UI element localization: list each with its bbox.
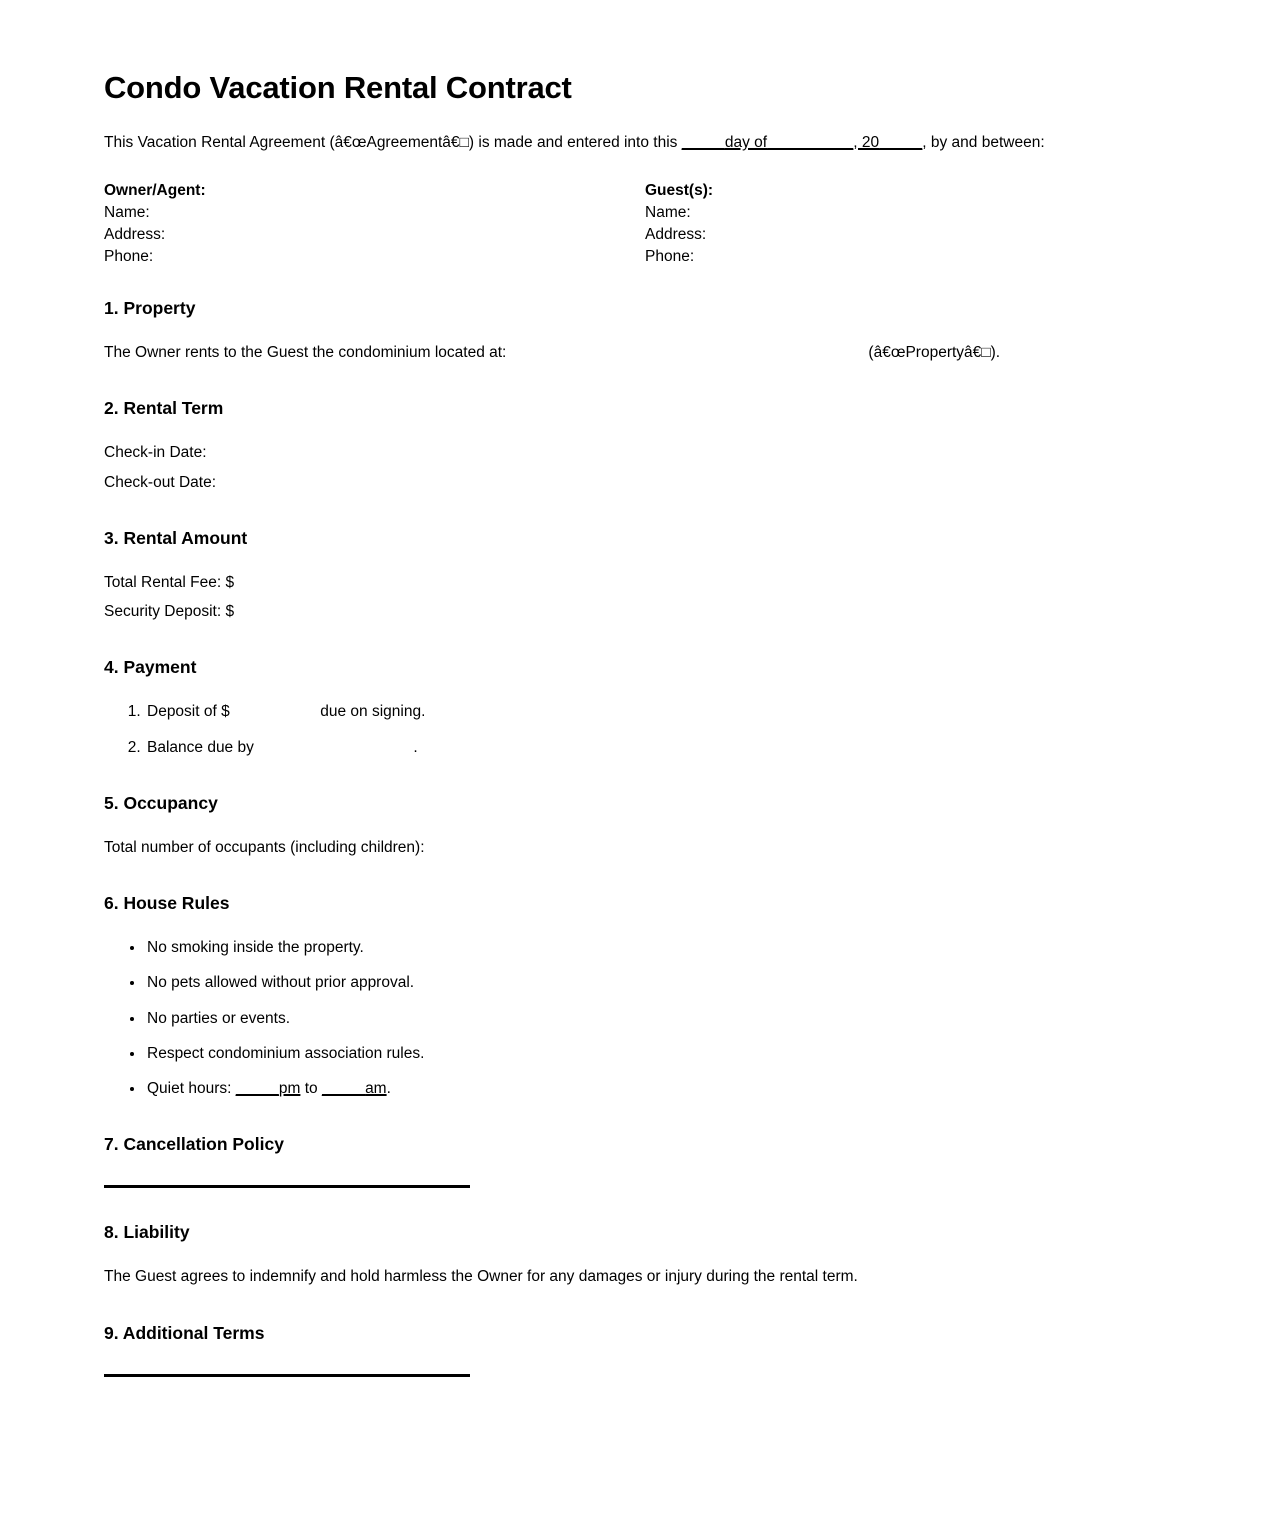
guest-name-label: Name: xyxy=(645,204,691,222)
quiet-hours-from-blank[interactable]: _____ xyxy=(235,1080,279,1098)
quiet-hours-from-suffix: pm xyxy=(278,1080,301,1098)
section-heading-rental-term: 2. Rental Term xyxy=(104,398,224,419)
owner-name-row xyxy=(104,202,645,224)
owner-agent-block xyxy=(104,180,645,268)
total-rental-fee-blank[interactable] xyxy=(234,574,320,591)
checkout-date-blank[interactable] xyxy=(220,474,375,491)
section-heading-liability: 8. Liability xyxy=(104,1222,190,1243)
security-deposit-row xyxy=(104,600,1073,623)
intro-year-prefix: , 20 xyxy=(853,133,880,151)
guest-name-row xyxy=(645,202,1073,224)
owner-address-row xyxy=(104,224,645,246)
security-deposit-label: Security Deposit: $ xyxy=(104,603,235,621)
payment-balance-blank[interactable] xyxy=(258,739,413,756)
list-item: • No parties or events. xyxy=(145,1007,1073,1030)
list-item xyxy=(145,700,1073,723)
occupancy-count-blank[interactable] xyxy=(429,839,481,856)
quiet-hours-between: to xyxy=(300,1080,322,1098)
section-heading-cancellation-policy: 7. Cancellation Policy xyxy=(104,1134,284,1155)
liability-paragraph: The Guest agrees to indemnify and hold harmless the Owner for any damages or injury during the rental term. xyxy=(104,1268,858,1286)
list-item-quiet-hours xyxy=(145,1077,1073,1100)
owner-name-label: Name: xyxy=(104,204,150,222)
intro-day-blank[interactable]: _____ xyxy=(681,133,725,151)
owner-phone-row xyxy=(104,246,645,268)
guest-address-blank[interactable] xyxy=(710,226,994,243)
total-rental-fee-label: Total Rental Fee: $ xyxy=(104,573,235,591)
checkin-date-blank[interactable] xyxy=(211,444,366,461)
intro-year-blank[interactable]: _____ xyxy=(879,133,923,151)
intro-day-of-label: day of xyxy=(724,133,768,151)
occupancy-paragraph xyxy=(104,836,1073,859)
payment-deposit-text-after: due on signing. xyxy=(315,703,426,721)
section-heading-additional-terms: 9. Additional Terms xyxy=(104,1322,265,1343)
list-item xyxy=(145,736,1073,759)
section-heading-property: 1. Property xyxy=(104,298,196,319)
property-address-blank[interactable] xyxy=(511,344,864,361)
guest-phone-row xyxy=(645,246,1073,268)
guest-address-row xyxy=(645,224,1073,246)
owner-agent-heading: Owner/Agent: xyxy=(104,182,206,200)
checkout-date-label: Check-out Date: xyxy=(104,473,216,491)
guests-heading: Guest(s): xyxy=(645,182,714,200)
intro-month-blank[interactable]: __________ xyxy=(767,133,854,151)
property-paragraph xyxy=(104,341,1073,364)
checkin-date-row xyxy=(104,441,1073,464)
section-heading-rental-amount: 3. Rental Amount xyxy=(104,527,248,548)
owner-address-blank[interactable] xyxy=(169,226,453,243)
payment-deposit-blank[interactable] xyxy=(230,703,316,720)
security-deposit-blank[interactable] xyxy=(234,603,320,620)
owner-address-label: Address: xyxy=(104,226,166,244)
quiet-hours-to-blank[interactable]: _____ xyxy=(321,1080,366,1098)
agreement-intro-paragraph xyxy=(104,132,1073,154)
payment-deposit-text-before: Deposit of $ xyxy=(147,703,230,721)
checkin-date-label: Check-in Date: xyxy=(104,444,207,462)
owner-phone-blank[interactable] xyxy=(157,248,312,265)
quiet-hours-label: Quiet hours: xyxy=(147,1080,232,1098)
intro-lead-text: This Vacation Rental Agreement (â€œAgreementâ€□) is made and entered into this xyxy=(104,133,678,151)
house-rules-list xyxy=(104,936,1073,1100)
parties-block xyxy=(104,180,1073,268)
property-text-after: (â€œPropertyâ€□). xyxy=(868,344,1001,362)
guest-name-blank[interactable] xyxy=(695,204,962,221)
owner-name-blank[interactable] xyxy=(154,204,421,221)
section-heading-occupancy: 5. Occupancy xyxy=(104,792,218,813)
quiet-hours-to-suffix: am xyxy=(365,1080,387,1098)
guest-phone-label: Phone: xyxy=(645,248,695,266)
payment-list xyxy=(104,700,1073,759)
total-rental-fee-row xyxy=(104,571,1073,594)
section-heading-house-rules: 6. House Rules xyxy=(104,893,230,914)
list-item: • No pets allowed without prior approval. xyxy=(145,971,1073,994)
section-heading-payment: 4. Payment xyxy=(104,657,197,678)
page-title: Condo Vacation Rental Contract xyxy=(104,70,572,105)
list-item: • Respect condominium association rules. xyxy=(145,1042,1073,1065)
owner-phone-label: Phone: xyxy=(104,248,154,266)
guest-phone-blank[interactable] xyxy=(698,248,853,265)
property-text-before: The Owner rents to the Guest the condominium located at: xyxy=(104,344,507,362)
guests-block xyxy=(645,180,1073,268)
additional-terms-write-in-line[interactable] xyxy=(104,1374,470,1377)
payment-balance-text-before: Balance due by xyxy=(147,738,259,756)
list-item: • No smoking inside the property. xyxy=(145,936,1073,959)
occupancy-text-before: Total number of occupants (including children): xyxy=(104,838,425,856)
cancellation-policy-write-in-line[interactable] xyxy=(104,1185,470,1188)
intro-trailing-text: , by and between: xyxy=(922,133,1045,151)
quiet-hours-period: . xyxy=(386,1080,391,1098)
guest-address-label: Address: xyxy=(645,226,707,244)
payment-balance-text-after: . xyxy=(413,738,418,756)
checkout-date-row xyxy=(104,471,1073,494)
